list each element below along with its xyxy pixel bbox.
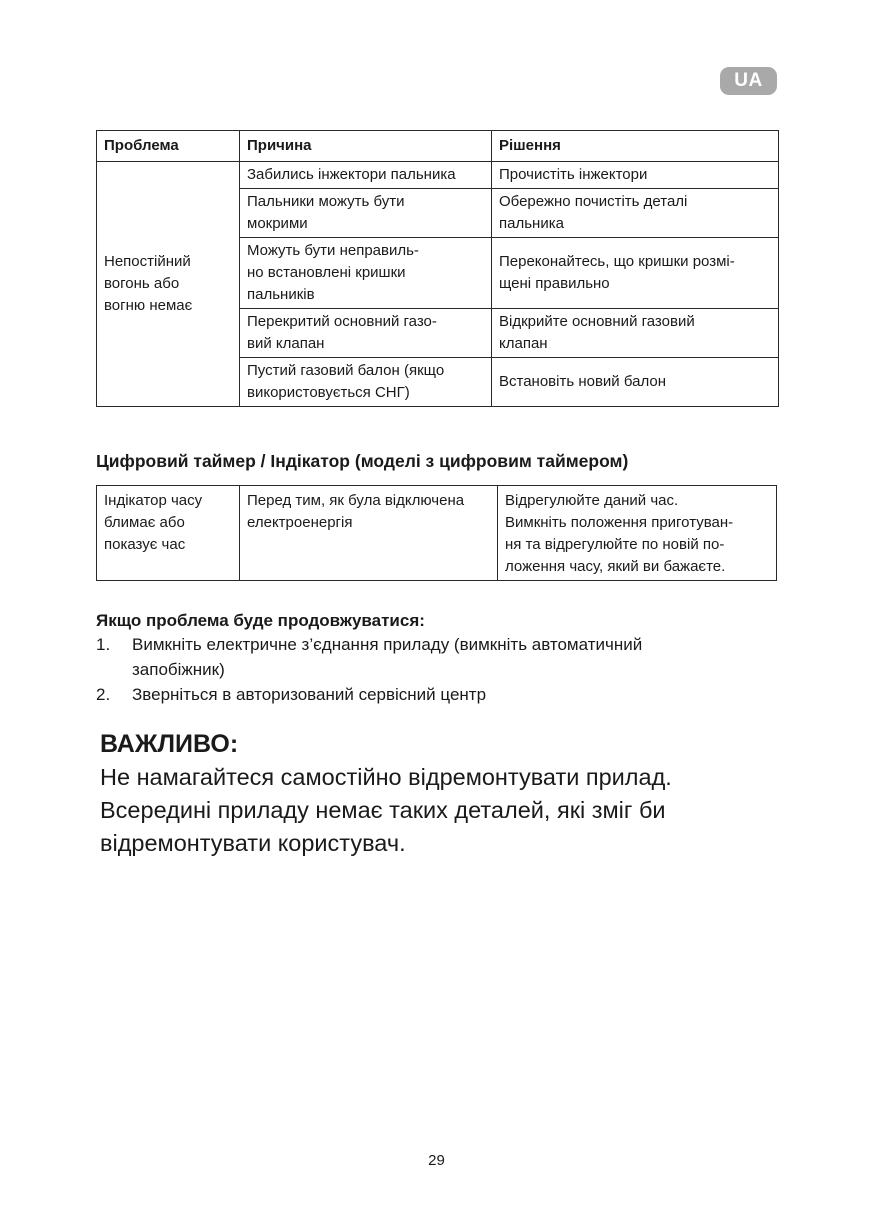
header-problem: Проблема (97, 131, 240, 162)
cause-cell: Забились інжектори пальника (240, 162, 492, 189)
solution-cell: Встановіть новий балон (492, 358, 779, 407)
list-item (96, 682, 736, 707)
solution-cell: Переконайтесь, що кришки розмі- щені правильно (492, 238, 779, 309)
steps-list (96, 632, 736, 707)
header-cause: Причина (240, 131, 492, 162)
timer-section-title: Цифровий таймер / Індікатор (моделі з цифровим таймером) (96, 451, 629, 471)
persisting-problem-title: Якщо проблема буде продовжуватися: (96, 611, 425, 630)
table-header-row (97, 131, 779, 162)
problem-cell: Непостійний вогонь або вогню немає (97, 162, 240, 407)
important-text: Не намагайтеся самостійно відремонтувати прилад. Всередині приладу немає таких деталей, які зміг би відремонтувати користувач. (100, 764, 672, 856)
timer-solution-cell: Відрегулюйте даний час. Вимкніть положення приготуван- ня та відрегулюйте по новій по- ложення часу, який ви бажаєте. (498, 486, 777, 581)
solution-cell: Обережно почистіть деталі пальника (492, 189, 779, 238)
step-text: Зверніться в авторизований сервісний центр (132, 685, 487, 704)
language-badge: UA (720, 67, 777, 95)
table-row (97, 486, 777, 581)
important-notice (100, 728, 800, 860)
timer-problem-cell: Індікатор часу блимає або показує час (97, 486, 240, 581)
cause-cell: Пальники можуть бути мокрими (240, 189, 492, 238)
solution-cell: Прочистіть інжектори (492, 162, 779, 189)
header-solution: Рішення (492, 131, 779, 162)
list-item (96, 632, 736, 682)
cause-cell: Перекритий основний газо- вий клапан (240, 309, 492, 358)
important-title: ВАЖЛИВО: (100, 730, 239, 758)
cause-cell: Можуть бути неправиль- но встановлені кришки пальників (240, 238, 492, 309)
table-row (97, 162, 779, 189)
page-number: 29 (428, 1152, 445, 1169)
timer-table (96, 485, 777, 581)
step-text: Вимкніть електричне з’єднання приладу (вимкніть автоматичний запобіжник) (132, 635, 643, 679)
troubleshooting-table (96, 130, 779, 407)
timer-cause-cell: Перед тим, як була відключена електроенергія (240, 486, 498, 581)
cause-cell: Пустий газовий балон (якщо використовується СНГ) (240, 358, 492, 407)
solution-cell: Відкрийте основний газовий клапан (492, 309, 779, 358)
step-number: 1. (96, 635, 111, 654)
step-number: 2. (96, 685, 111, 704)
